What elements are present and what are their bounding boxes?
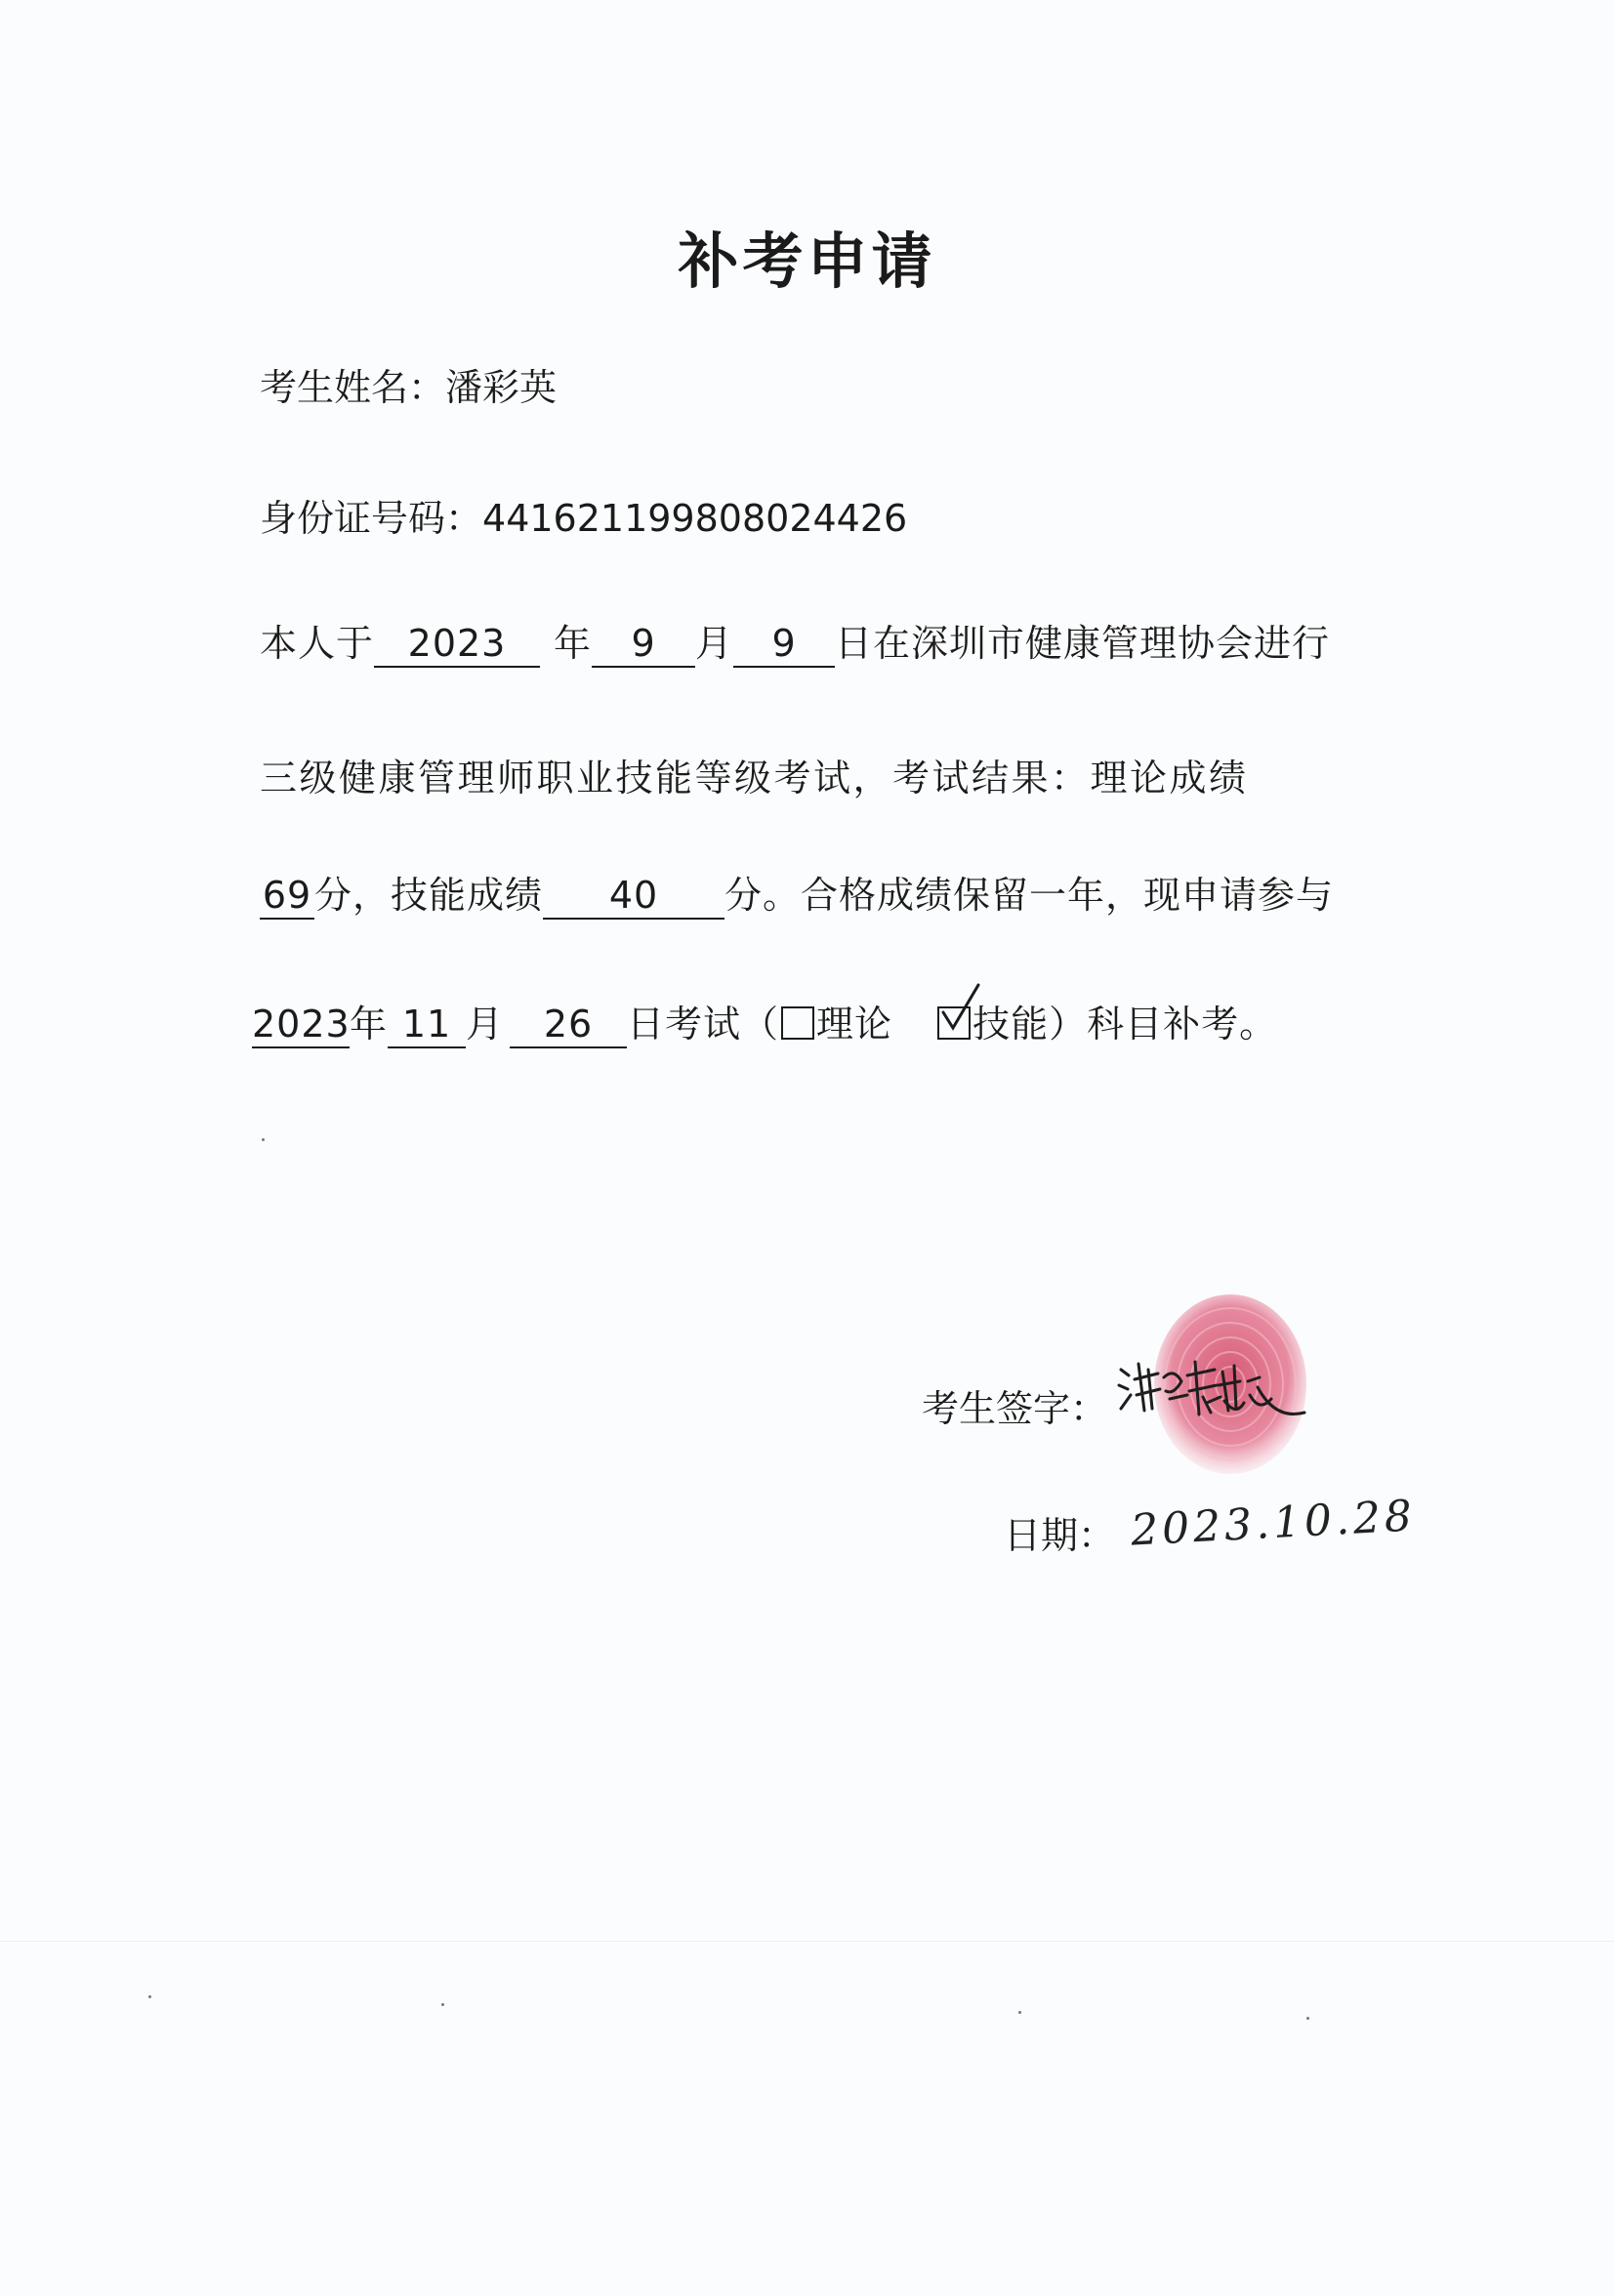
text-segment: 年 [350,1003,389,1046]
paragraph-line-4 [252,994,1277,1048]
exam-year-blank: 2023 [374,623,540,668]
exam-day-blank: 9 [733,623,835,668]
exam-month-blank: 9 [592,623,695,668]
theory-option-label: 理论 [816,1003,893,1046]
text-segment: 月 [466,1003,505,1046]
name-value: 潘彩英 [445,366,558,409]
makeup-month-blank: 11 [388,1004,466,1048]
scan-speck [262,1138,265,1141]
signature-label: 考生签字： [922,1387,1108,1430]
scan-speck [148,1995,151,1998]
handwritten-signature [1113,1352,1308,1440]
handwritten-date: 2023.10.28 [1129,1491,1418,1556]
scan-speck [1306,2017,1309,2020]
text-segment: ）科目补考。 [1049,1003,1278,1046]
name-label: 考生姓名： [260,366,446,409]
scan-artifact-line [0,1941,1614,1942]
text-segment: 分，技能成绩 [314,874,544,917]
text-segment: 月 [695,622,734,665]
makeup-day-blank: 26 [510,1004,627,1048]
scan-speck [441,2003,444,2006]
theory-score-blank: 69 [260,875,314,920]
makeup-year-blank: 2023 [252,1004,350,1048]
theory-checkbox [781,1006,814,1040]
scan-speck [1018,2011,1021,2014]
paragraph-line-3 [260,865,1334,920]
id-value: 441621199808024426 [482,497,908,540]
skill-option-label: 技能 [973,1003,1050,1046]
skill-score-blank: 40 [543,875,724,920]
name-row [260,357,557,411]
text-segment: 分。合格成绩保留一年，现申请参与 [724,874,1335,917]
id-row [260,488,907,542]
date-label: 日期： [1004,1514,1116,1557]
paragraph-line-1 [260,613,1330,668]
paragraph-line-2: 三级健康管理师职业技能等级考试，考试结果：理论成绩 [260,757,1249,800]
text-segment: 日在深圳市健康管理协会进行 [835,622,1331,665]
text-segment: 年 [554,622,593,665]
skill-checkbox [937,1006,971,1040]
text-segment: 本人于 [260,622,375,665]
check-mark-icon [937,983,986,1032]
id-label: 身份证号码： [260,497,483,540]
page-title: 补考申请 [678,226,936,297]
text-segment: 日考试（ [627,1003,780,1046]
